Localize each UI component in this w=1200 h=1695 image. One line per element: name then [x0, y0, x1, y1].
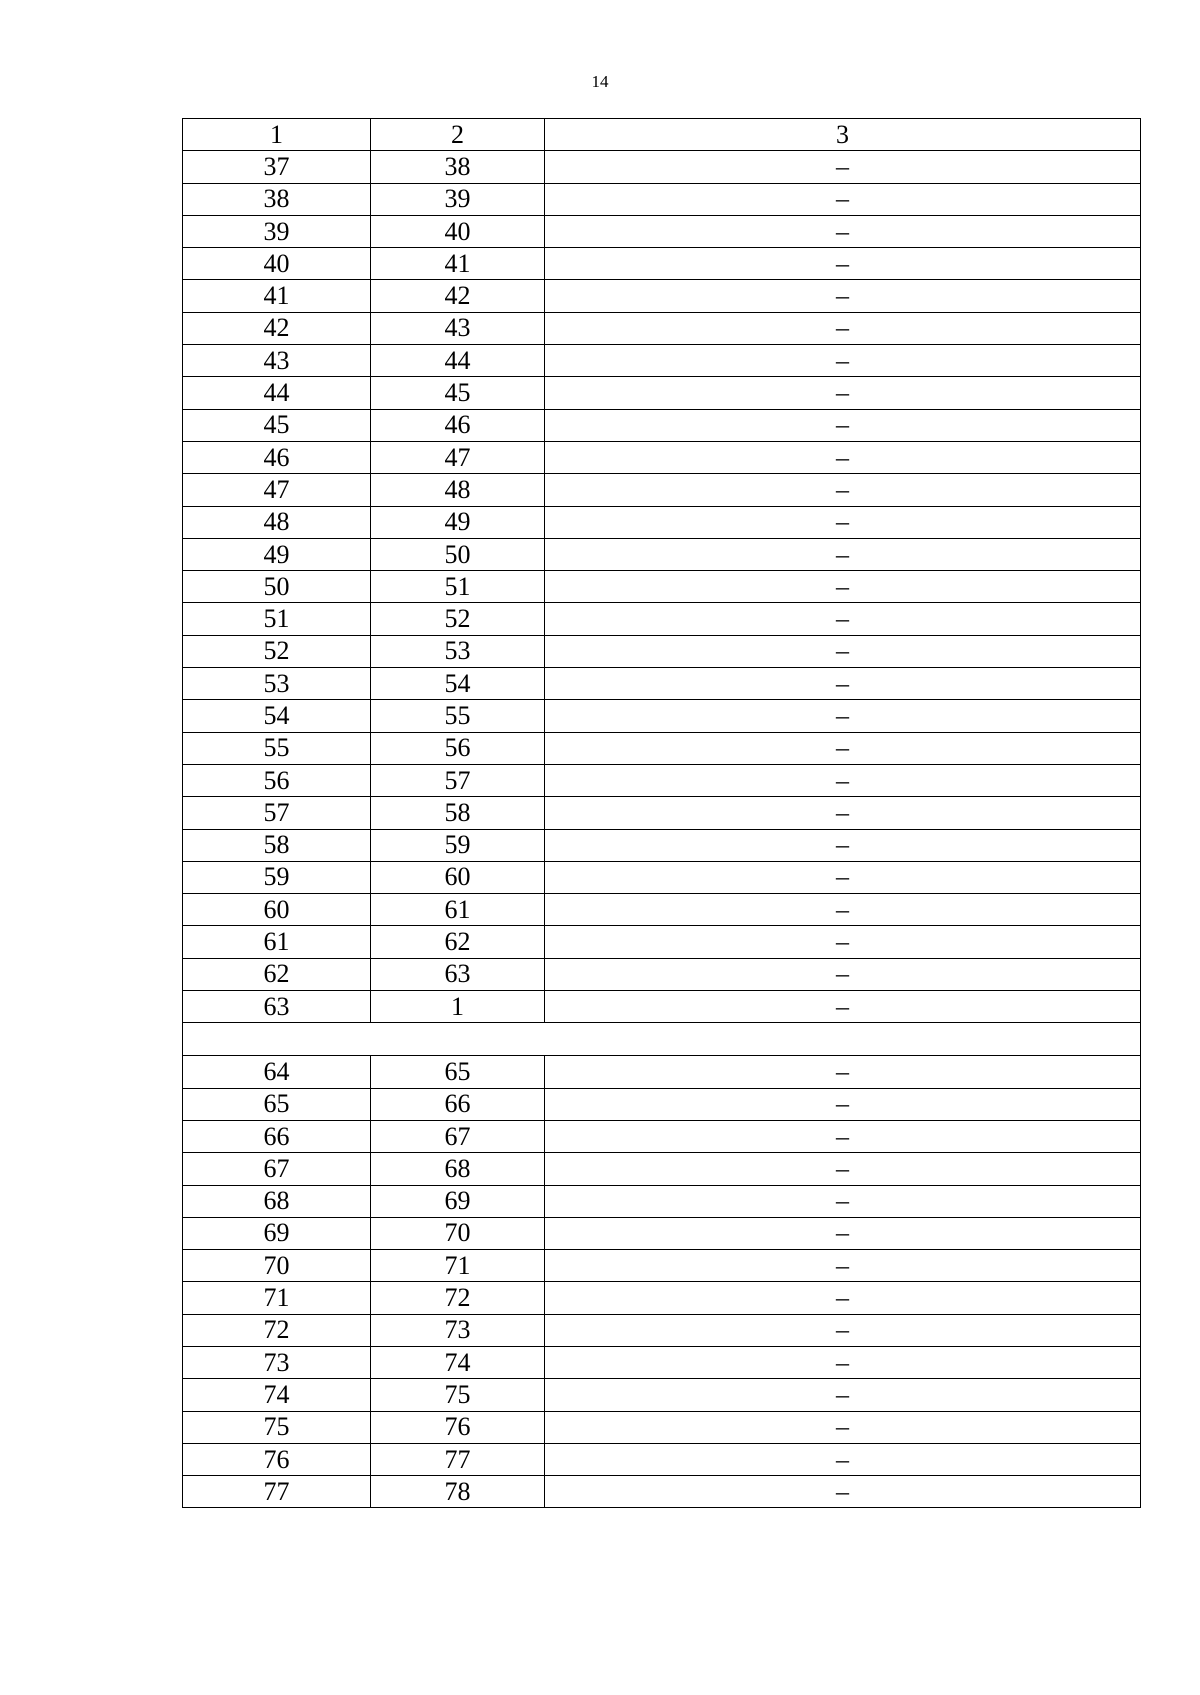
table-row [183, 797, 1141, 829]
table-cell-col-2: 60 [371, 861, 545, 893]
table-cell-col-3: – [545, 1476, 1141, 1508]
table-cell-col-2: 46 [371, 409, 545, 441]
table-cell-col-2: 70 [371, 1217, 545, 1249]
data-table [182, 118, 1141, 1508]
column-header-2: 2 [371, 119, 545, 151]
table-cell-col-2: 44 [371, 345, 545, 377]
column-header-1: 1 [183, 119, 371, 151]
table-cell-col-3: – [545, 506, 1141, 538]
table-cell-col-2: 50 [371, 538, 545, 570]
table-row [183, 1346, 1141, 1378]
table-cell-col-2: 42 [371, 280, 545, 312]
table-row [183, 861, 1141, 893]
table-row [183, 1379, 1141, 1411]
table-cell-col-3: – [545, 861, 1141, 893]
table-cell-col-2: 1 [371, 991, 545, 1023]
table-row [183, 1250, 1141, 1282]
table-cell-col-1: 77 [183, 1476, 371, 1508]
table-row [183, 1282, 1141, 1314]
table-cell-col-1: 57 [183, 797, 371, 829]
table-cell-col-3: – [545, 991, 1141, 1023]
table-cell-col-2: 74 [371, 1346, 545, 1378]
table-cell-col-2: 73 [371, 1314, 545, 1346]
table-cell-col-3: – [545, 1120, 1141, 1152]
table-row [183, 926, 1141, 958]
table-cell-col-3: – [545, 958, 1141, 990]
table-cell-col-1: 65 [183, 1088, 371, 1120]
table-cell-col-3: – [545, 1314, 1141, 1346]
table-cell-col-1: 55 [183, 732, 371, 764]
table-row [183, 732, 1141, 764]
table-cell-col-1: 63 [183, 991, 371, 1023]
table-cell-col-1: 44 [183, 377, 371, 409]
table-cell-col-1: 53 [183, 668, 371, 700]
table-row [183, 635, 1141, 667]
table-cell-col-1: 40 [183, 248, 371, 280]
table-cell-col-1: 37 [183, 151, 371, 183]
table-cell-col-1: 71 [183, 1282, 371, 1314]
table-cell-col-3: – [545, 377, 1141, 409]
table-cell-col-3: – [545, 474, 1141, 506]
table-cell-col-3: – [545, 635, 1141, 667]
table-cell-col-1: 70 [183, 1250, 371, 1282]
table-cell-col-3: – [545, 1250, 1141, 1282]
table-cell-col-1: 56 [183, 764, 371, 796]
table-cell-col-2: 75 [371, 1379, 545, 1411]
table-row [183, 1443, 1141, 1475]
table-cell-col-1: 47 [183, 474, 371, 506]
table-row [183, 603, 1141, 635]
table-cell-col-3: – [545, 829, 1141, 861]
table-cell-col-3: – [545, 1282, 1141, 1314]
table-cell-col-1: 51 [183, 603, 371, 635]
table-cell-col-3: – [545, 345, 1141, 377]
table-cell-col-2: 69 [371, 1185, 545, 1217]
table-cell-col-2: 51 [371, 571, 545, 603]
table-cell-col-1: 76 [183, 1443, 371, 1475]
table-cell-col-2: 67 [371, 1120, 545, 1152]
column-header-3: 3 [545, 119, 1141, 151]
table-row [183, 764, 1141, 796]
table-row [183, 1120, 1141, 1152]
table-row [183, 700, 1141, 732]
section-separator-row [183, 1023, 1141, 1056]
table-cell-col-2: 48 [371, 474, 545, 506]
table-cell-col-2: 40 [371, 215, 545, 247]
table-row [183, 1476, 1141, 1508]
table-cell-col-2: 62 [371, 926, 545, 958]
table-cell-col-2: 41 [371, 248, 545, 280]
table-cell-col-3: – [545, 280, 1141, 312]
table-cell-col-1: 45 [183, 409, 371, 441]
table-cell-col-1: 48 [183, 506, 371, 538]
table-cell-col-2: 72 [371, 1282, 545, 1314]
table-cell-col-3: – [545, 764, 1141, 796]
table-cell-col-2: 76 [371, 1411, 545, 1443]
table-row [183, 280, 1141, 312]
table-row [183, 991, 1141, 1023]
table-row [183, 248, 1141, 280]
table-cell-col-2: 43 [371, 312, 545, 344]
table-row [183, 1217, 1141, 1249]
table-cell-col-3: – [545, 603, 1141, 635]
table-cell-col-2: 49 [371, 506, 545, 538]
table-cell-col-3: – [545, 732, 1141, 764]
table-row [183, 829, 1141, 861]
table-cell-col-1: 39 [183, 215, 371, 247]
table-cell-col-1: 69 [183, 1217, 371, 1249]
table-row [183, 1185, 1141, 1217]
table-row [183, 409, 1141, 441]
table-row [183, 151, 1141, 183]
table-row [183, 1314, 1141, 1346]
page-number: 14 [591, 72, 609, 91]
table-cell-col-2: 47 [371, 441, 545, 473]
table-cell-col-1: 75 [183, 1411, 371, 1443]
table-cell-col-1: 61 [183, 926, 371, 958]
table-cell-col-2: 57 [371, 764, 545, 796]
table-row [183, 894, 1141, 926]
table-cell-col-1: 41 [183, 280, 371, 312]
table-row [183, 506, 1141, 538]
table-cell-col-2: 77 [371, 1443, 545, 1475]
table-cell-col-1: 62 [183, 958, 371, 990]
table-cell-col-2: 45 [371, 377, 545, 409]
table-cell-col-3: – [545, 441, 1141, 473]
table-cell-col-3: – [545, 1185, 1141, 1217]
table-cell-col-2: 63 [371, 958, 545, 990]
table-cell-col-3: – [545, 668, 1141, 700]
table-cell-col-2: 52 [371, 603, 545, 635]
table-cell-col-2: 53 [371, 635, 545, 667]
table-cell-col-1: 68 [183, 1185, 371, 1217]
table-cell-col-3: – [545, 571, 1141, 603]
table-row [183, 571, 1141, 603]
table-cell-col-3: – [545, 1153, 1141, 1185]
table-cell-col-1: 49 [183, 538, 371, 570]
table-row [183, 1153, 1141, 1185]
table-cell-col-1: 46 [183, 441, 371, 473]
table-row [183, 377, 1141, 409]
table-cell-col-2: 55 [371, 700, 545, 732]
table-cell-col-1: 52 [183, 635, 371, 667]
table-cell-col-1: 54 [183, 700, 371, 732]
table-cell-col-3: – [545, 409, 1141, 441]
table-cell-col-3: – [545, 926, 1141, 958]
table-row [183, 312, 1141, 344]
table-cell-col-1: 74 [183, 1379, 371, 1411]
table-cell-col-1: 50 [183, 571, 371, 603]
table-row [183, 345, 1141, 377]
table-cell-col-3: – [545, 248, 1141, 280]
table-cell-col-3: – [545, 312, 1141, 344]
table-cell-col-1: 59 [183, 861, 371, 893]
table-cell-col-2: 39 [371, 183, 545, 215]
table-cell-col-3: – [545, 797, 1141, 829]
table-cell-col-3: – [545, 1379, 1141, 1411]
table-cell-col-1: 43 [183, 345, 371, 377]
table-cell-col-3: – [545, 1056, 1141, 1088]
table-row [183, 1056, 1141, 1088]
table-cell-col-1: 60 [183, 894, 371, 926]
table-row [183, 183, 1141, 215]
table-row [183, 1088, 1141, 1120]
table-cell-col-3: – [545, 1088, 1141, 1120]
table-cell-col-3: – [545, 1346, 1141, 1378]
table-cell-col-2: 61 [371, 894, 545, 926]
table-row [183, 1411, 1141, 1443]
table-row [183, 538, 1141, 570]
table-cell-col-2: 58 [371, 797, 545, 829]
table-row [183, 668, 1141, 700]
table-cell-col-1: 66 [183, 1120, 371, 1152]
table-cell-col-3: – [545, 1217, 1141, 1249]
table-cell-col-3: – [545, 894, 1141, 926]
table-cell-col-2: 38 [371, 151, 545, 183]
table-cell-col-1: 58 [183, 829, 371, 861]
table-cell-col-2: 65 [371, 1056, 545, 1088]
table-cell-col-1: 42 [183, 312, 371, 344]
table-cell-col-3: – [545, 1411, 1141, 1443]
table-cell-col-3: – [545, 538, 1141, 570]
table-cell-col-2: 71 [371, 1250, 545, 1282]
table-cell-col-3: – [545, 700, 1141, 732]
table-cell-col-2: 56 [371, 732, 545, 764]
table-cell-col-2: 68 [371, 1153, 545, 1185]
table-row [183, 958, 1141, 990]
table-cell-col-1: 72 [183, 1314, 371, 1346]
table-row [183, 441, 1141, 473]
table-cell-col-3: – [545, 183, 1141, 215]
table-cell-col-2: 54 [371, 668, 545, 700]
table-cell-col-3: – [545, 151, 1141, 183]
table-cell-col-1: 73 [183, 1346, 371, 1378]
table-cell-col-1: 38 [183, 183, 371, 215]
table-cell-col-2: 59 [371, 829, 545, 861]
table-cell-col-3: – [545, 215, 1141, 247]
table-row [183, 215, 1141, 247]
table-cell-col-2: 78 [371, 1476, 545, 1508]
table-cell-col-2: 66 [371, 1088, 545, 1120]
table-row [183, 474, 1141, 506]
table-cell-col-1: 67 [183, 1153, 371, 1185]
table-header-row [183, 119, 1141, 151]
table-cell-col-3: – [545, 1443, 1141, 1475]
table-cell-col-1: 64 [183, 1056, 371, 1088]
table-body [183, 119, 1141, 1508]
section-separator-cell [183, 1023, 1141, 1056]
